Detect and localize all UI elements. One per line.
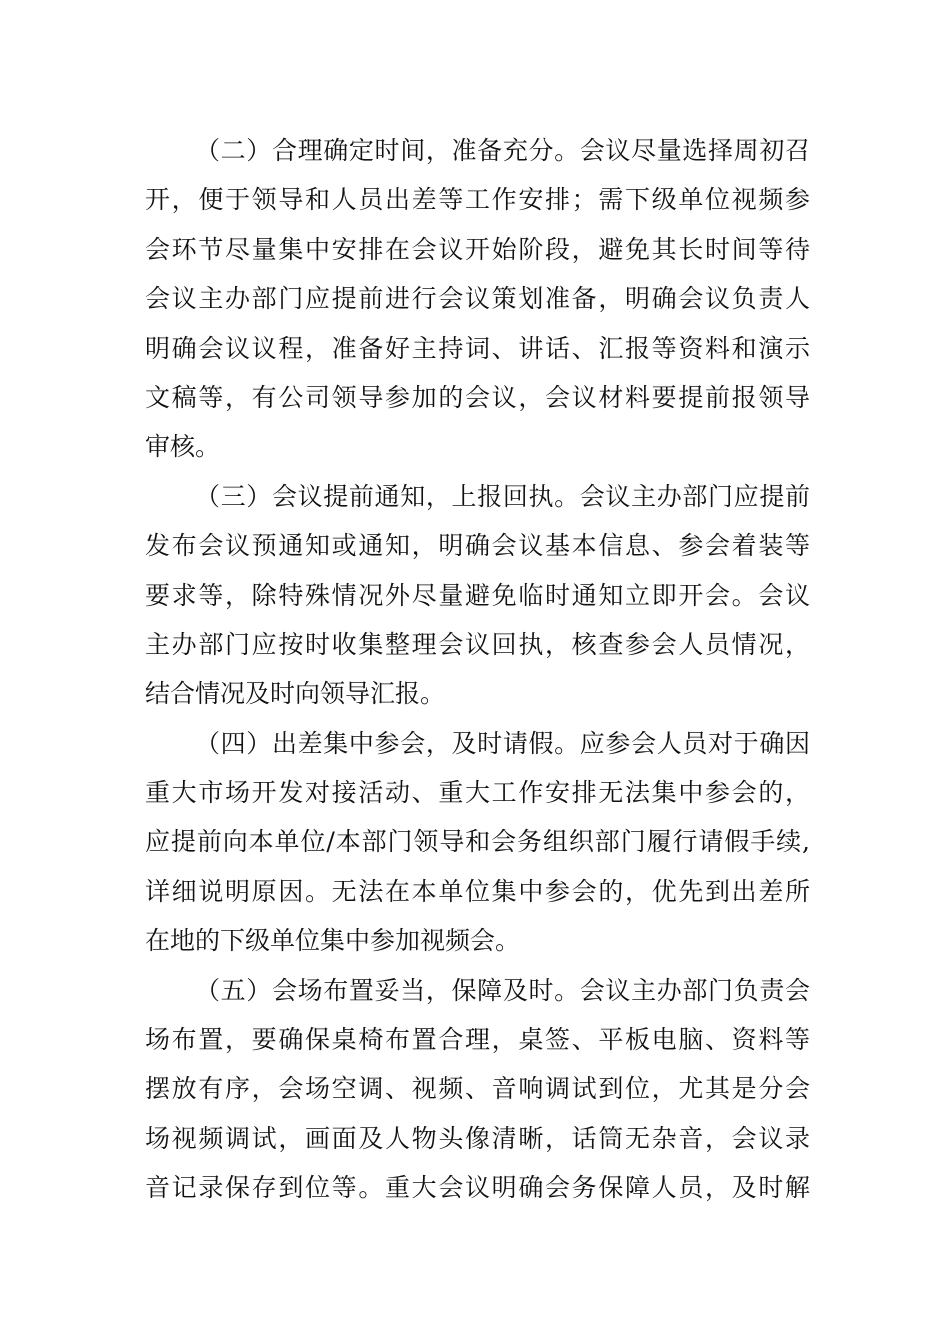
text-line: （五）会场布置妥当，保障及时。会议主办部门负责会 xyxy=(195,975,810,1005)
text-line: 结合情况及时向领导汇报。 xyxy=(145,679,446,709)
text-line: 详细说明原因。无法在本单位集中参会的，优先到出差所 xyxy=(145,876,810,906)
text-line: 场视频调试，画面及人物头像清晰，话筒无杂音，会议录 xyxy=(145,1123,810,1153)
paragraph-venue-setup xyxy=(145,966,810,1213)
text-line: （四）出差集中参会，及时请假。应参会人员对于确因 xyxy=(195,728,810,758)
paragraph-leave-request xyxy=(145,719,810,966)
text-line: 摆放有序，会场空调、视频、音响调试到位，尤其是分会 xyxy=(145,1074,810,1104)
paragraph-meeting-time xyxy=(145,126,810,472)
paragraph-meeting-notice xyxy=(145,472,810,719)
text-line: 发布会议预通知或通知，明确会议基本信息、参会着装等 xyxy=(145,531,810,561)
text-line: 场布置，要确保桌椅布置合理，桌签、平板电脑、资料等 xyxy=(145,1025,810,1055)
text-line: 开，便于领导和人员出差等工作安排；需下级单位视频参 xyxy=(145,185,810,215)
text-line: 明确会议议程，准备好主持词、讲话、汇报等资料和演示 xyxy=(145,333,810,363)
text-line: 会环节尽量集中安排在会议开始阶段，避免其长时间等待 xyxy=(145,234,810,264)
text-line: 重大市场开发对接活动、重大工作安排无法集中参会的， xyxy=(145,778,810,808)
text-line: 要求等，除特殊情况外尽量避免临时通知立即开会。会议 xyxy=(145,580,810,610)
document-body xyxy=(145,126,810,1213)
text-line: 主办部门应按时收集整理会议回执，核查参会人员情况， xyxy=(145,629,810,659)
text-line: 文稿等，有公司领导参加的会议，会议材料要提前报领导 xyxy=(145,382,810,412)
text-line: 音记录保存到位等。重大会议明确会务保障人员，及时解 xyxy=(145,1173,810,1203)
text-line: 应提前向本单位/本部门领导和会务组织部门履行请假手续, xyxy=(145,827,810,857)
text-line: 会议主办部门应提前进行会议策划准备，明确会议负责人 xyxy=(145,284,810,314)
text-line: （二）合理确定时间，准备充分。会议尽量选择周初召 xyxy=(195,136,810,165)
text-line: 审核。 xyxy=(145,432,221,462)
text-line: （三）会议提前通知，上报回执。会议主办部门应提前 xyxy=(195,481,810,511)
text-line: 在地的下级单位集中参加视频会。 xyxy=(145,926,521,956)
